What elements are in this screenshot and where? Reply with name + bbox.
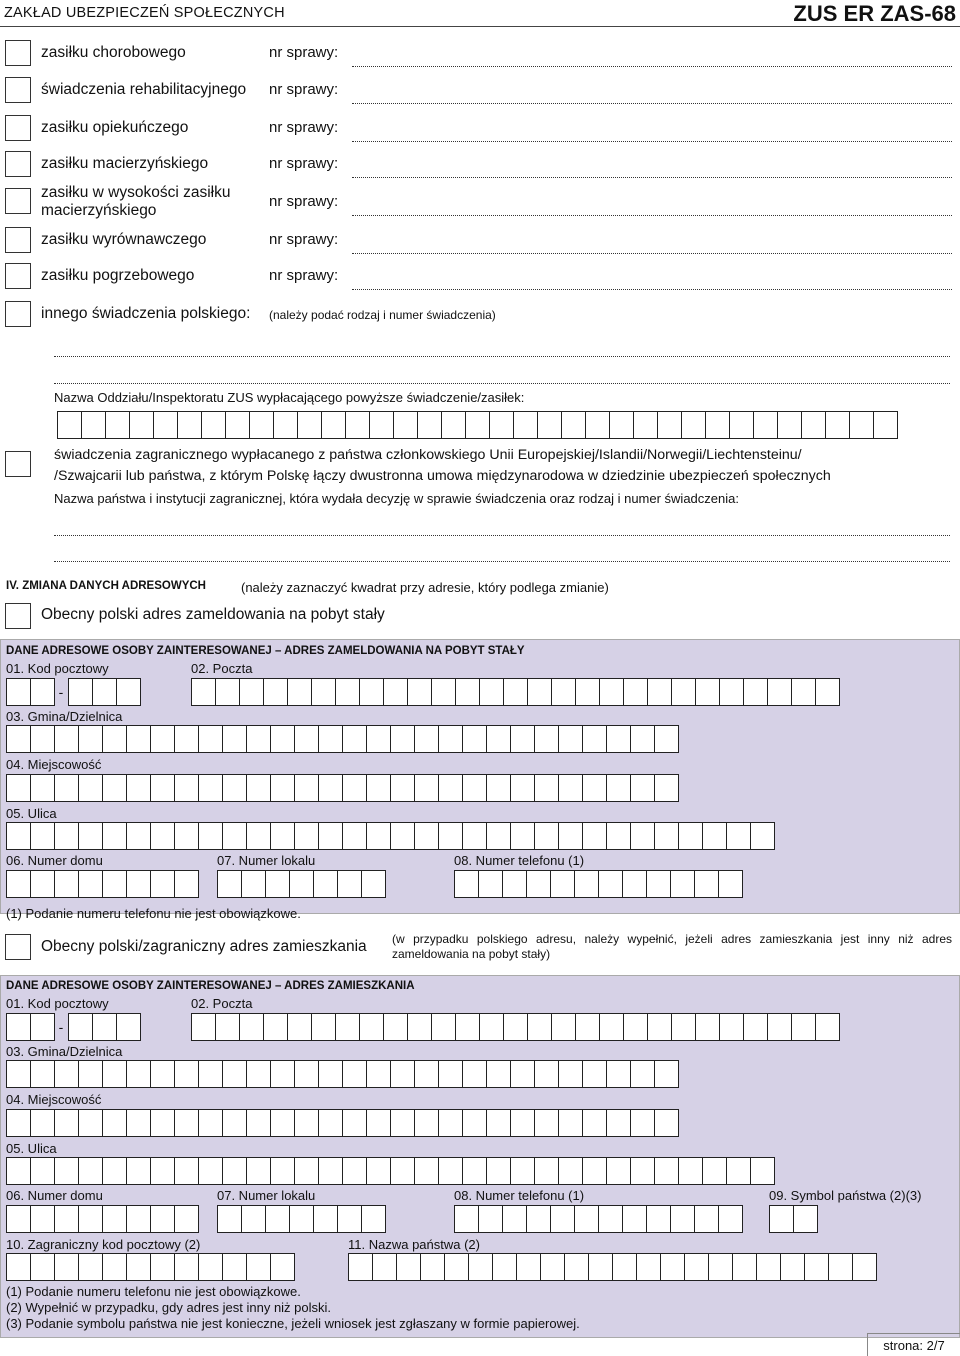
commune-label: 03. Gmina/Dzielnica [6, 1044, 123, 1059]
registered-address-label: Obecny polski adres zameldowania na pobyt stały [41, 606, 385, 623]
house-number-boxes[interactable] [6, 1205, 198, 1233]
country-symbol-label: 09. Symbol państwa (2)(3) [769, 1188, 922, 1203]
phone-number-boxes[interactable] [454, 1205, 742, 1233]
phone-number-boxes[interactable] [454, 870, 742, 898]
foreign-benefit-line2: /Szwajcarii lub państwa, z którym Polskę łączy dwustronna umowa międzynarodowa w dziedzinie ubezpieczeń społecznych [54, 468, 831, 484]
case-number-label: nr sprawy: [269, 231, 339, 248]
case-number-label: nr sprawy: [269, 81, 339, 98]
street-label: 05. Ulica [6, 806, 57, 821]
country-symbol-boxes[interactable] [769, 1205, 817, 1233]
note-2: (2) Wypełnić w przypadku, gdy adres jest inny niż polski. [6, 1300, 332, 1315]
benefit-label: zasiłku opiekuńczego [41, 119, 189, 136]
checkbox-residence-address[interactable] [5, 934, 31, 960]
checkbox-other-polish-benefit[interactable] [5, 301, 31, 327]
street-boxes[interactable] [6, 1157, 774, 1185]
other-benefit-label: innego świadczenia polskiego: [41, 305, 251, 322]
apartment-number-boxes[interactable] [217, 870, 385, 898]
foreign-institution-line-2[interactable] [54, 561, 950, 562]
branch-name-boxes[interactable] [57, 411, 897, 439]
checkbox-registered-address[interactable] [5, 603, 31, 629]
apartment-number-label: 07. Numer lokalu [217, 853, 316, 868]
commune-label: 03. Gmina/Dzielnica [6, 709, 123, 724]
case-number-field[interactable] [352, 177, 952, 178]
benefit-label: zasiłku w wysokości zasiłku macierzyńskiego [41, 184, 231, 219]
benefit-label: zasiłku macierzyńskiego [41, 155, 209, 172]
commune-boxes[interactable] [6, 1060, 678, 1088]
case-number-field[interactable] [352, 66, 952, 67]
section-hint: (należy zaznaczyć kwadrat przy adresie, który podlega zmianie) [241, 580, 609, 595]
checkbox-rehabilitation-benefit[interactable] [5, 77, 31, 103]
panel-title: DANE ADRESOWE OSOBY ZAINTERESOWANEJ – ADRES ZAMELDOWANIA NA POBYT STAŁY [6, 645, 525, 657]
other-benefit-hint: (należy podać rodzaj i numer świadczenia) [269, 308, 496, 322]
house-number-boxes[interactable] [6, 870, 198, 898]
benefit-label: zasiłku wyrównawczego [41, 231, 207, 248]
foreign-benefit-line1: świadczenia zagranicznego wypłacanego z państwa członkowskiego Unii Europejskiej/Islandii/Norwegii/Liechtensteinu/ [54, 447, 802, 463]
checkbox-maternity-benefit[interactable] [5, 151, 31, 177]
foreign-institution-line-1[interactable] [54, 535, 950, 536]
town-label: 04. Miejscowość [6, 757, 102, 772]
commune-boxes[interactable] [6, 725, 678, 753]
org-name: ZAKŁAD UBEZPIECZEŃ SPOŁECZNYCH [4, 5, 285, 21]
postal-code-label: 01. Kod pocztowy [6, 996, 109, 1011]
other-benefit-line-1[interactable] [54, 356, 950, 357]
street-boxes[interactable] [6, 822, 774, 850]
checkbox-funeral-benefit[interactable] [5, 263, 31, 289]
page-number: strona: 2/7 [867, 1333, 960, 1356]
note-1: (1) Podanie numeru telefonu nie jest obowiązkowe. [6, 1284, 301, 1299]
phone-number-label: 08. Numer telefonu (1) [454, 853, 585, 868]
case-number-label: nr sprawy: [269, 119, 339, 136]
post-office-label: 02. Poczta [191, 661, 253, 676]
benefit-label: świadczenia rehabilitacyjnego [41, 81, 247, 98]
section-title: IV. ZMIANA DANYCH ADRESOWYCH [6, 580, 206, 592]
checkbox-compensatory-benefit[interactable] [5, 227, 31, 253]
postal-dash: - [58, 1019, 64, 1035]
benefit-label: zasiłku chorobowego [41, 44, 186, 61]
note-3: (3) Podanie symbolu państwa nie jest konieczne, jeżeli wniosek jest zgłaszany w formie papierowej. [6, 1316, 580, 1331]
town-boxes[interactable] [6, 774, 678, 802]
town-boxes[interactable] [6, 1109, 678, 1137]
case-number-label: nr sprawy: [269, 155, 339, 172]
case-number-label: nr sprawy: [269, 267, 339, 284]
checkbox-care-benefit[interactable] [5, 115, 31, 141]
postal-code-boxes[interactable] [6, 1013, 140, 1041]
checkbox-foreign-benefit[interactable] [5, 451, 31, 477]
case-number-field[interactable] [352, 103, 952, 104]
phone-note: (1) Podanie numeru telefonu nie jest obowiązkowe. [6, 906, 301, 921]
apartment-number-boxes[interactable] [217, 1205, 385, 1233]
postal-code-label: 01. Kod pocztowy [6, 661, 109, 676]
residence-address-hint: (w przypadku polskiego adresu, należy wypełnić, jeżeli adres zamieszkania jest inny niż adres zameldowania na pobyt stały) [392, 932, 952, 961]
postal-code-boxes[interactable] [6, 678, 140, 706]
post-office-label: 02. Poczta [191, 996, 253, 1011]
postal-dash: - [58, 684, 64, 700]
post-office-boxes[interactable] [191, 678, 839, 706]
benefit-label: zasiłku pogrzebowego [41, 267, 195, 284]
checkbox-maternity-equivalent-benefit[interactable] [5, 188, 31, 214]
case-number-label: nr sprawy: [269, 193, 339, 210]
post-office-boxes[interactable] [191, 1013, 839, 1041]
residence-address-label: Obecny polski/zagraniczny adres zamieszkania [41, 938, 367, 955]
other-benefit-line-2[interactable] [54, 383, 950, 384]
town-label: 04. Miejscowość [6, 1092, 102, 1107]
header-divider [0, 26, 960, 27]
checkbox-sickness-benefit[interactable] [5, 40, 31, 66]
foreign-postal-code-label: 10. Zagraniczny kod pocztowy (2) [6, 1237, 201, 1252]
apartment-number-label: 07. Numer lokalu [217, 1188, 316, 1203]
case-number-field[interactable] [352, 141, 952, 142]
case-number-label: nr sprawy: [269, 44, 339, 61]
street-label: 05. Ulica [6, 1141, 57, 1156]
house-number-label: 06. Numer domu [6, 853, 103, 868]
form-code: ZUS ER ZAS-68 [793, 1, 956, 26]
country-name-boxes[interactable] [348, 1253, 876, 1281]
panel-title: DANE ADRESOWE OSOBY ZAINTERESOWANEJ – ADRES ZAMIESZKANIA [6, 980, 415, 992]
case-number-field[interactable] [352, 253, 952, 254]
country-name-label: 11. Nazwa państwa (2) [348, 1237, 480, 1252]
branch-label: Nazwa Oddziału/Inspektoratu ZUS wypłacającego powyższe świadczenie/zasiłek: [54, 390, 525, 405]
foreign-institution-label: Nazwa państwa i instytucji zagranicznej, która wydała decyzję w sprawie świadczenia oraz rodzaj i numer świadczenia: [54, 491, 739, 506]
case-number-field[interactable] [352, 289, 952, 290]
house-number-label: 06. Numer domu [6, 1188, 103, 1203]
case-number-field[interactable] [352, 215, 952, 216]
foreign-postal-code-boxes[interactable] [6, 1253, 294, 1281]
phone-number-label: 08. Numer telefonu (1) [454, 1188, 585, 1203]
